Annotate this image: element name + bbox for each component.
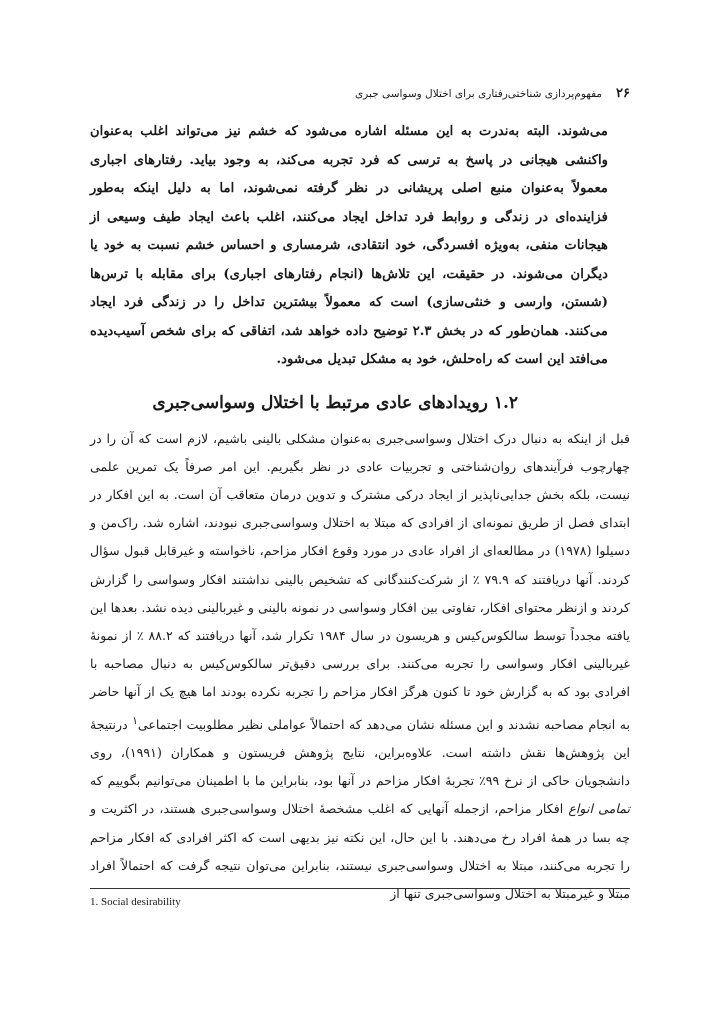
- paragraph-top: می‌شوند. البته به‌ندرت به این مسئله اشاره می‌شود که خشم نیز می‌تواند اغلب به‌عنوان واکنشی هیجانی در پاسخ به ترسی که فرد تجربه می‌کند، به وجود بیاید. رفتارهای اجباری معمولاً به‌عنوان منبع اصلی پریشانی در نظر گرفته نمی‌شوند، اما به دلیل اینکه به‌طور فزاینده‌ای در زندگی و روابط فرد تداخل ایجاد می‌کنند، اغلب باعث ایجاد طیف وسیعی از هیجانات منفی، به‌ویژه افسردگی، خود انتقادی، شرمساری و احساس خشم نسبت به خود یا دیگران می‌شوند. در حقیقت، این تلاش‌ها (انجام رفتارهای اجباری) برای مقابله با ترس‌ها (شستن، وارسی و خنثی‌سازی) است که معمولاً بیشترین تداخل را در زندگی فرد ایجاد می‌کنند. همان‌طور که در بخش ۲.۳ توضیح داده خواهد شد، اتفاقی که برای شخص آسیب‌دیده می‌افتد این است که راه‌حلش، خود به مشکل تبدیل می‌شود.: [90, 124, 608, 367]
- footnote-reference: ۱: [132, 714, 138, 727]
- paragraph-main: [90, 425, 630, 909]
- footnote-divider: [90, 888, 630, 889]
- page-body: [90, 118, 630, 908]
- page-number: ۲۶: [616, 86, 630, 101]
- paragraph-main-part1: قبل از اینکه به دنبال درک اختلال وسواسی‌جبری به‌عنوان مشکلی بالینی باشیم، لازم است که آن را در چهارچوب فرآیندهای روان‌شناختی و تجربیات عادی در نظر بگیریم. این امر صرفاً یک تمرین علمی نیست، بلکه بخش جدایی‌ناپذیر از ایجاد درکی مشترک و تدوین درمان متعاقب آن است. به این افکار در ابتدای فصل از طریق نمونه‌ای از افرادی که مبتلا به اختلال وسواسی‌جبری نبودند، اشاره شد. راک‌من و دسیلوا (۱۹۷۸) در مطالعه‌ای از افراد عادی در مورد وقوع افکار مزاحم، ناخواسته و غیرقابل قبول سؤال کردند. آنها دریافتند که ۷۹.۹ ٪ از شرکت‌کنندگانی که تشخیص بالینی نداشتند افکار وسواسی را گزارش کردند و ازنظر محتوای افکار، تفاوتی بین افکار وسواسی در نمونه بالینی و غیربالینی دیده نشد. بعدها این یافته مجدداً توسط سالکوس‌کیس و هریسون در سال ۱۹۸۴ تکرار شد، آنها دریافتند که ۸۸.۲ ٪ از نمونهٔ غیربالینی افکار وسواسی را تجربه می‌کنند. برای بررسی دقیق‌تر سالکوس‌کیس به دنبال مصاحبه با افرادی بود که به گزارش خود تا کنون هرگز افکار مزاحم را تجربه نکرده بودند اما هیچ یک از آنها حاضر به انجام مصاحبه نشدند و این مسئله نشان می‌دهد که احتمالاً عواملی نظیر مطلوبیت اجتماعی: [90, 430, 631, 732]
- running-head: مفهوم‌پردازی شناختی‌رفتاری برای اختلال وسواسی جبری: [354, 88, 603, 100]
- italic-phrase: تمامی انواع: [568, 801, 630, 817]
- section-heading: ۱.۲ رویدادهای عادی مرتبط با اختلال وسواسی‌جبری: [152, 392, 518, 413]
- page-header: [90, 86, 630, 102]
- paragraph-main-part3: افکار مزاحم، ازجمله آنهایی که اغلب مشخصهٔ اختلال وسواسی‌جبری هستند، در اکثریت و چه بسا در همهٔ افراد رخ می‌دهند. با این حال، این نکته نیز بدیهی است که اکثر افرادی که افکار مزاحم را تجربه می‌کنند، مبتلا به اختلال وسواسی‌جبری نیستند، بنابراین می‌توان نتیجه گرفت که احتمالاً افراد مبتلا و غیرمبتلا به اختلال وسواسی‌جبری تنها از: [90, 801, 630, 901]
- paragraph-main-part2: درنتیجهٔ این پژوهش‌ها نقش داشته است. علاوه‌براین، نتایج پژوهش فریستون و همکاران (۱۹۹۱)، روی دانشجویان حاکی از نرخ ۹۹٪ تجربهٔ افکار مزاحم در آنها بود، بنابراین ما با اطمینان می‌توانیم بگوییم که: [90, 716, 630, 789]
- footnote: 1. Social desirability: [90, 896, 181, 908]
